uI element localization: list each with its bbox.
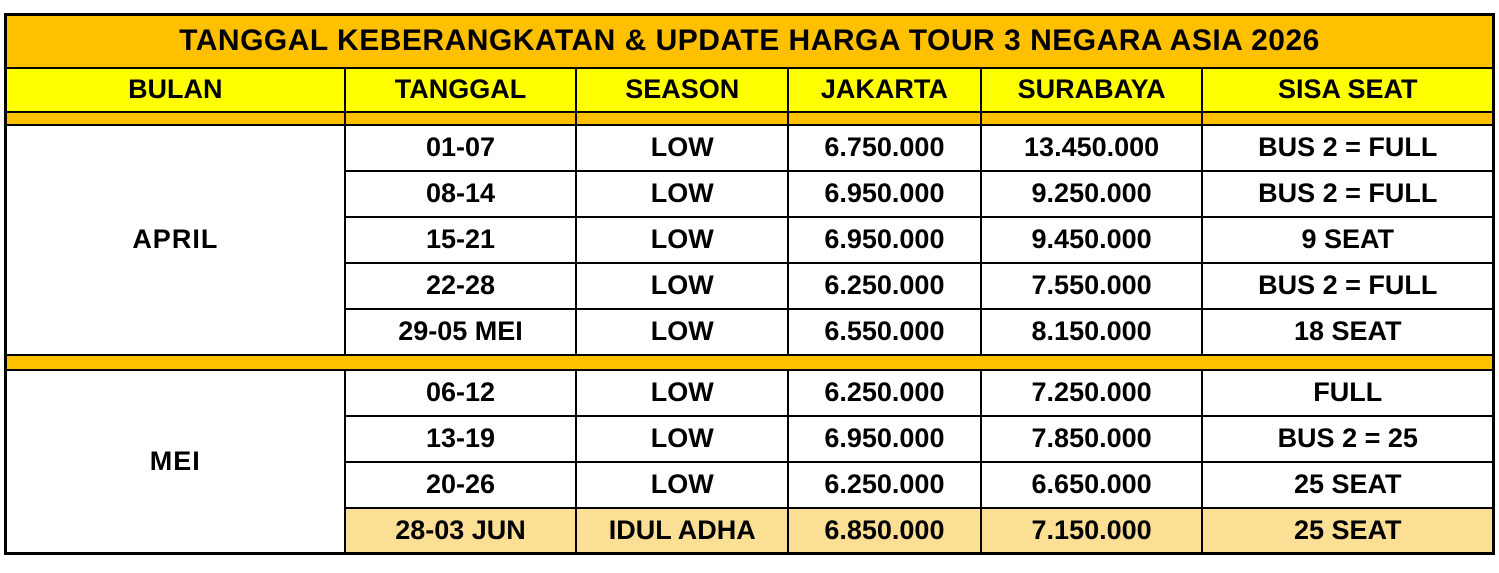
seat-status-cell: BUS 2 = 25 xyxy=(1202,416,1493,462)
month-cell-april: APRIL xyxy=(6,125,345,355)
date-cell: 13-19 xyxy=(345,416,577,462)
column-header-surabaya: SURABAYA xyxy=(981,68,1203,112)
separator-row-months xyxy=(6,355,1494,370)
seat-status-cell: BUS 2 = FULL xyxy=(1202,171,1493,217)
jakarta-price-cell: 6.950.000 xyxy=(788,416,981,462)
price-table xyxy=(4,13,1495,555)
surabaya-price-cell: 13.450.000 xyxy=(981,125,1203,171)
seat-status-cell: BUS 2 = FULL xyxy=(1202,125,1493,171)
seat-status-cell: 18 SEAT xyxy=(1202,309,1493,355)
season-cell: LOW xyxy=(576,217,788,263)
jakarta-price-cell: 6.950.000 xyxy=(788,217,981,263)
date-cell: 29-05 MEI xyxy=(345,309,577,355)
surabaya-price-cell: 7.850.000 xyxy=(981,416,1203,462)
season-cell: LOW xyxy=(576,416,788,462)
jakarta-price-cell: 6.850.000 xyxy=(788,508,981,554)
season-cell: LOW xyxy=(576,462,788,508)
season-cell: LOW xyxy=(576,125,788,171)
jakarta-price-cell: 6.750.000 xyxy=(788,125,981,171)
separator-row-header xyxy=(6,112,1494,125)
seat-status-cell: 25 SEAT xyxy=(1202,508,1493,554)
surabaya-price-cell: 9.450.000 xyxy=(981,217,1203,263)
season-cell: LOW xyxy=(576,171,788,217)
month-cell-mei: MEI xyxy=(6,370,345,554)
table-row xyxy=(6,370,1494,416)
jakarta-price-cell: 6.250.000 xyxy=(788,462,981,508)
title-row xyxy=(6,15,1494,68)
column-header-bulan: BULAN xyxy=(6,68,345,112)
date-cell: 01-07 xyxy=(345,125,577,171)
surabaya-price-cell: 7.250.000 xyxy=(981,370,1203,416)
jakarta-price-cell: 6.550.000 xyxy=(788,309,981,355)
table-title: TANGGAL KEBERANGKATAN & UPDATE HARGA TOUR 3 NEGARA ASIA 2026 xyxy=(6,15,1494,68)
surabaya-price-cell: 8.150.000 xyxy=(981,309,1203,355)
column-header-jakarta: JAKARTA xyxy=(788,68,981,112)
surabaya-price-cell: 6.650.000 xyxy=(981,462,1203,508)
header-row xyxy=(6,68,1494,112)
date-cell: 15-21 xyxy=(345,217,577,263)
season-cell: LOW xyxy=(576,370,788,416)
season-cell: LOW xyxy=(576,309,788,355)
jakarta-price-cell: 6.950.000 xyxy=(788,171,981,217)
seat-status-cell: 9 SEAT xyxy=(1202,217,1493,263)
column-header-season: SEASON xyxy=(576,68,788,112)
date-cell: 06-12 xyxy=(345,370,577,416)
seat-status-cell: 25 SEAT xyxy=(1202,462,1493,508)
date-cell: 28-03 JUN xyxy=(345,508,577,554)
column-header-sisa-seat: SISA SEAT xyxy=(1202,68,1493,112)
date-cell: 20-26 xyxy=(345,462,577,508)
surabaya-price-cell: 7.550.000 xyxy=(981,263,1203,309)
date-cell: 22-28 xyxy=(345,263,577,309)
season-cell: LOW xyxy=(576,263,788,309)
surabaya-price-cell: 9.250.000 xyxy=(981,171,1203,217)
season-cell: IDUL ADHA xyxy=(576,508,788,554)
jakarta-price-cell: 6.250.000 xyxy=(788,263,981,309)
surabaya-price-cell: 7.150.000 xyxy=(981,508,1203,554)
column-header-tanggal: TANGGAL xyxy=(345,68,577,112)
date-cell: 08-14 xyxy=(345,171,577,217)
jakarta-price-cell: 6.250.000 xyxy=(788,370,981,416)
table-row xyxy=(6,125,1494,171)
seat-status-cell: FULL xyxy=(1202,370,1493,416)
seat-status-cell: BUS 2 = FULL xyxy=(1202,263,1493,309)
